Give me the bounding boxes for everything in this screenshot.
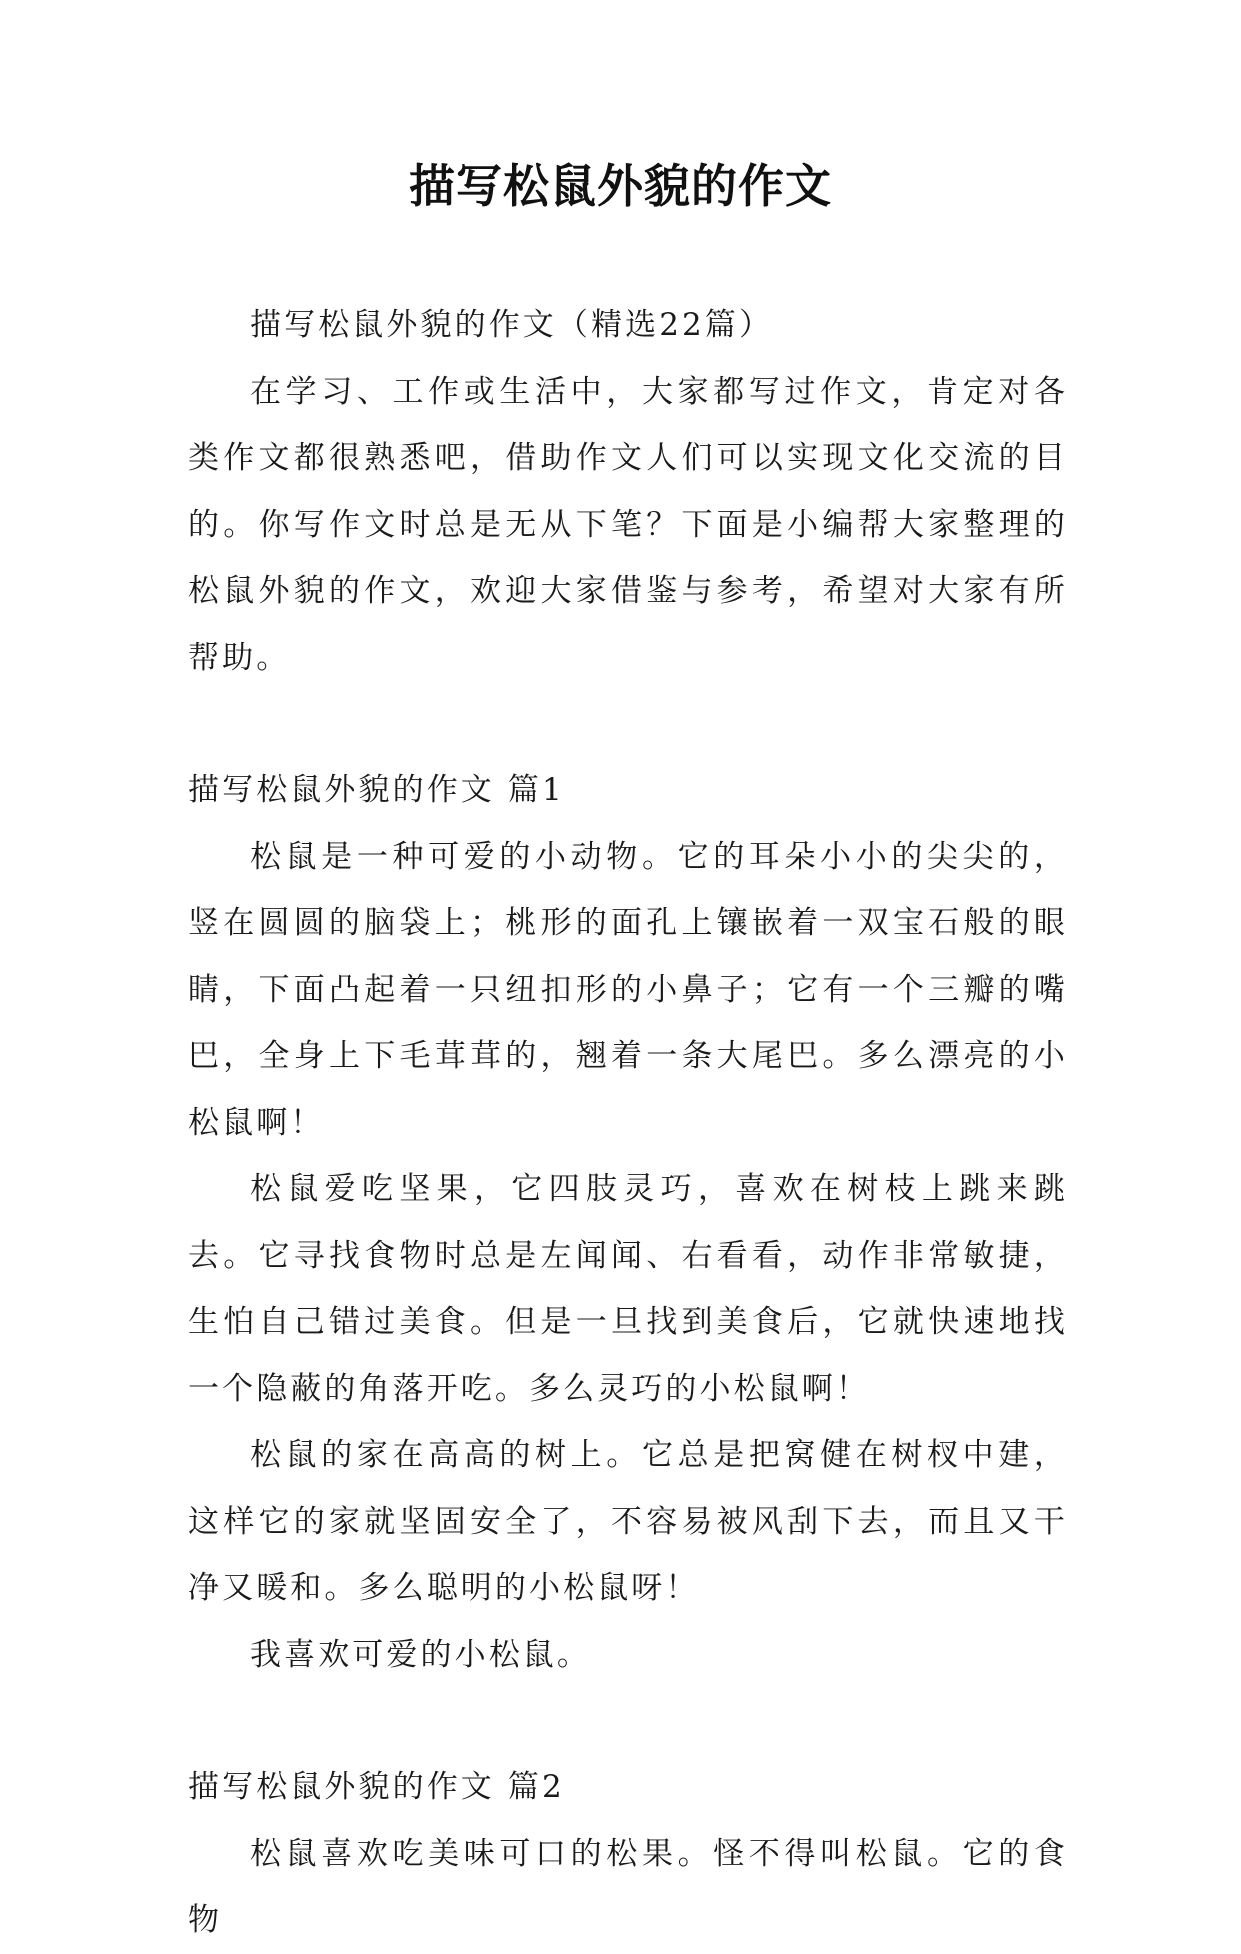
document-body <box>188 292 1068 1954</box>
section-paragraph: 我喜欢可爱的小松鼠。 <box>250 1636 591 1673</box>
section-heading: 描写松鼠外貌的作文 篇1 <box>188 772 565 808</box>
document-subtitle: 描写松鼠外貌的作文（精选22篇） <box>250 307 774 343</box>
intro-paragraph: 在学习、工作或生活中，大家都写过作文，肯定对各类作文都很熟悉吧，借助作文人们可以实现文化交流的目的。你写作文时总是无从下笔？下面是小编帮大家整理的松鼠外貌的作文，欢迎大家借鉴与参考，希望对大家有所帮助。 <box>188 373 1068 676</box>
section-paragraph: 松鼠喜欢吃美味可口的松果。怪不得叫松鼠。它的食物 <box>188 1835 1068 1938</box>
section-paragraph: 松鼠的家在高高的树上。它总是把窝健在树杈中建，这样它的家就坚固安全了，不容易被风刮下去，而且又干净又暖和。多么聪明的小松鼠呀！ <box>188 1437 1068 1606</box>
page-title: 描写松鼠外貌的作文 <box>409 159 832 213</box>
section-heading: 描写松鼠外貌的作文 篇2 <box>188 1769 565 1805</box>
section-paragraph: 松鼠是一种可爱的小动物。它的耳朵小小的尖尖的，竖在圆圆的脑袋上；桃形的面孔上镶嵌着一双宝石般的眼睛，下面凸起着一只纽扣形的小鼻子；它有一个三瓣的嘴巴，全身上下毛茸茸的，翘着一条大尾巴。多么漂亮的小松鼠啊！ <box>188 838 1068 1141</box>
section-paragraph: 松鼠爱吃坚果，它四肢灵巧，喜欢在树枝上跳来跳去。它寻找食物时总是左闻闻、右看看，动作非常敏捷，生怕自己错过美食。但是一旦找到美食后，它就快速地找一个隐蔽的角落开吃。多么灵巧的小松鼠啊！ <box>188 1171 1068 1407</box>
